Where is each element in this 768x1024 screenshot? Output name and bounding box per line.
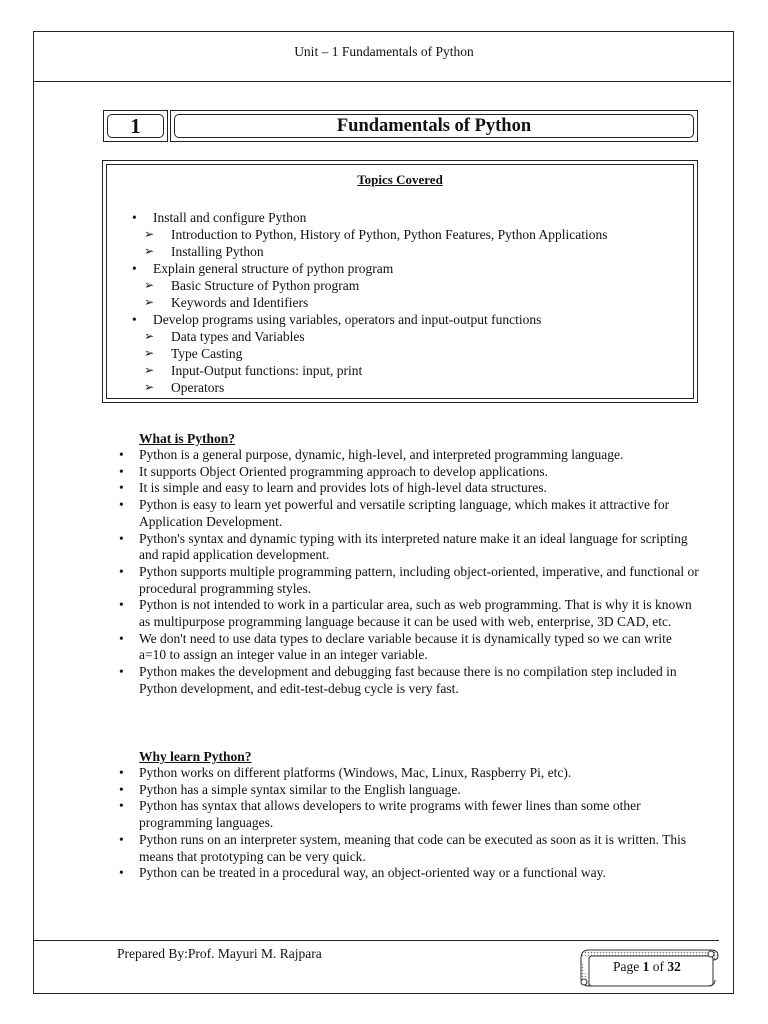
topic-item: ➢ Installing Python	[107, 243, 608, 260]
topics-heading: Topics Covered	[357, 172, 443, 187]
topic-item: ➢ Input-Output functions: input, print	[107, 362, 608, 379]
list-item: • Python works on different platforms (Windows, Mac, Linux, Raspberry Pi, etc).	[116, 765, 699, 782]
running-header: Unit – 1 Fundamentals of Python	[294, 44, 474, 59]
chapter-title-box	[170, 110, 698, 142]
list-item: • Python has a simple syntax similar to the English language.	[116, 782, 699, 799]
topic-item: ➢ Operators	[107, 379, 608, 396]
section-heading: What is Python?	[139, 431, 236, 446]
footer-rule	[33, 940, 719, 941]
list-item: • Python is a general purpose, dynamic, high-level, and interpreted programming language.	[116, 447, 699, 464]
list-item: • Python makes the development and debugging fast because there is no compilation step included in Python development, and edit-test-debug cycle is very fast.	[116, 664, 699, 697]
list-item: • It is simple and easy to learn and provides lots of high-level data structures.	[116, 480, 699, 497]
topic-item: • Develop programs using variables, operators and input-output functions	[107, 311, 608, 328]
header-rule	[33, 81, 731, 82]
page-number: Page 1 of 32	[613, 959, 681, 974]
list-item: • Python supports multiple programming pattern, including object-oriented, imperative, and functional or procedural programming styles.	[116, 564, 699, 597]
topics-covered-box	[102, 160, 698, 403]
topic-item: ➢ Keywords and Identifiers	[107, 294, 608, 311]
list-item: • Python is not intended to work in a particular area, such as web programming. That is why it is known as multipurpose programming language because it can be used with web, enterprise, 3D CAD, etc.	[116, 597, 699, 630]
list-item: • Python is easy to learn yet powerful and versatile scripting language, which makes it attractive for Application Development.	[116, 497, 699, 530]
list-item: • Python can be treated in a procedural way, an object-oriented way or a functional way.	[116, 865, 699, 882]
what-is-python-section	[139, 430, 719, 698]
list-item: • Python runs on an interpreter system, meaning that code can be executed as soon as it is written. This means that prototyping can be very quick.	[116, 832, 699, 865]
topic-item: ➢ Data types and Variables	[107, 328, 608, 345]
why-learn-python-section	[139, 748, 719, 882]
chapter-number-box	[103, 110, 168, 142]
chapter-title: Fundamentals of Python	[174, 114, 694, 138]
prepared-by: Prepared By:Prof. Mayuri M. Rajpara	[117, 946, 322, 961]
list-item: • Python's syntax and dynamic typing with its interpreted nature make it an ideal language for scripting and rapid application development.	[116, 531, 699, 564]
list-item: • It supports Object Oriented programming approach to develop applications.	[116, 464, 699, 481]
topic-item: • Install and configure Python	[107, 209, 608, 226]
topic-item: ➢ Introduction to Python, History of Python, Python Features, Python Applications	[107, 226, 608, 243]
section-heading: Why learn Python?	[139, 749, 252, 764]
topic-item: ➢ Basic Structure of Python program	[107, 277, 608, 294]
chapter-number: 1	[107, 114, 164, 138]
list-item: • Python has syntax that allows developers to write programs with fewer lines than some other programming languages.	[116, 798, 699, 831]
list-item: • We don't need to use data types to declare variable because it is dynamically typed so we can write a=10 to assign an integer value in an integer variable.	[116, 631, 699, 664]
what-is-python-list	[139, 447, 719, 698]
topic-item: • Explain general structure of python program	[107, 260, 608, 277]
why-learn-python-list	[139, 765, 719, 882]
topic-item: ➢ Type Casting	[107, 345, 608, 362]
topics-list	[107, 209, 608, 396]
